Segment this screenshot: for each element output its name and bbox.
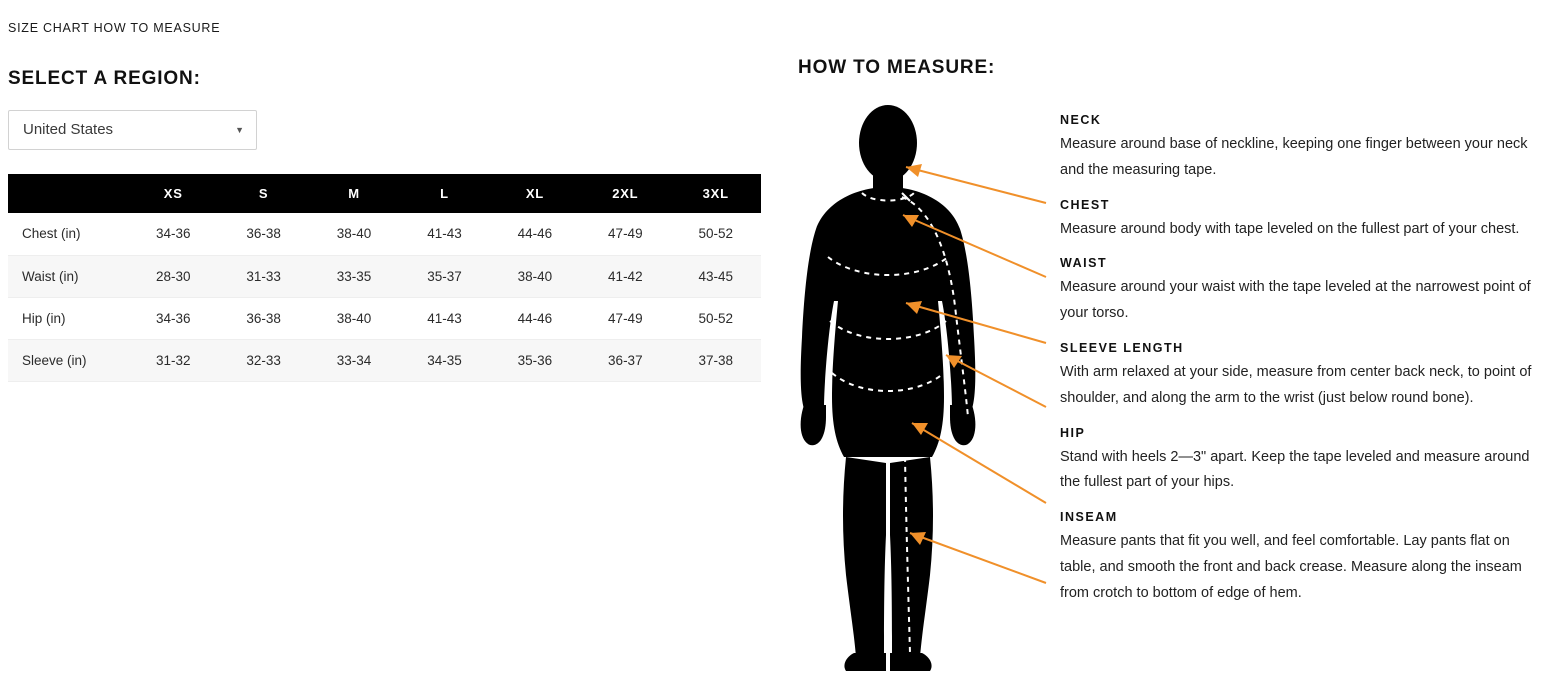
column-header-3xl: 3XL xyxy=(671,174,761,213)
measurement-description: With arm relaxed at your side, measure from center back neck, to point of shoulder, and along the arm to the wrist (just below round bone). xyxy=(1060,363,1532,406)
cell: 35-36 xyxy=(490,339,580,381)
table-row xyxy=(8,213,761,255)
cell: 33-35 xyxy=(309,255,399,297)
silhouette-body xyxy=(801,105,976,671)
left-column xyxy=(8,0,778,382)
column-header-2xl: 2XL xyxy=(580,174,670,213)
measurement-item-chest xyxy=(1060,198,1548,243)
silhouette-svg xyxy=(798,105,1060,675)
cell: 33-34 xyxy=(309,339,399,381)
row-label: Waist (in) xyxy=(8,255,128,297)
measurement-list xyxy=(1060,113,1548,621)
cell: 47-49 xyxy=(580,213,670,255)
how-to-measure-body xyxy=(798,105,1548,696)
measurement-description: Measure around your waist with the tape leveled at the narrowest point of your torso. xyxy=(1060,279,1531,322)
cell: 31-32 xyxy=(128,339,218,381)
cell: 36-38 xyxy=(218,213,308,255)
region-select[interactable] xyxy=(8,110,257,150)
measurement-description: Measure around body with tape leveled on the fullest part of your chest. xyxy=(1060,220,1520,237)
cell: 34-36 xyxy=(128,213,218,255)
size-chart-body xyxy=(8,213,761,381)
column-header xyxy=(8,174,128,213)
body-silhouette-illustration xyxy=(798,105,1060,675)
table-row xyxy=(8,255,761,297)
cell: 31-33 xyxy=(218,255,308,297)
measurement-label: INSEAM xyxy=(1060,510,1118,525)
cell: 35-37 xyxy=(399,255,489,297)
right-column xyxy=(798,0,1548,696)
column-header-xl: XL xyxy=(490,174,580,213)
cell: 37-38 xyxy=(671,339,761,381)
cell: 50-52 xyxy=(671,213,761,255)
measurement-item-waist xyxy=(1060,256,1548,327)
cell: 36-37 xyxy=(580,339,670,381)
row-label: Sleeve (in) xyxy=(8,339,128,381)
cell: 34-36 xyxy=(128,297,218,339)
page-title: SELECT A REGION: xyxy=(8,68,201,89)
cell: 34-35 xyxy=(399,339,489,381)
cell: 43-45 xyxy=(671,255,761,297)
region-select-wrapper xyxy=(8,110,257,150)
size-chart-table xyxy=(8,174,761,382)
measurement-label: SLEEVE LENGTH xyxy=(1060,340,1184,355)
table-row xyxy=(8,297,761,339)
cell: 41-43 xyxy=(399,213,489,255)
cell: 32-33 xyxy=(218,339,308,381)
measurement-item-neck xyxy=(1060,113,1548,184)
measurement-description: Measure around base of neckline, keeping one finger between your neck and the measuring tape. xyxy=(1060,136,1528,178)
cell: 36-38 xyxy=(218,297,308,339)
cell: 44-46 xyxy=(490,297,580,339)
cell: 38-40 xyxy=(309,213,399,255)
row-label: Hip (in) xyxy=(8,297,128,339)
cell: 38-40 xyxy=(490,255,580,297)
column-header-xs: XS xyxy=(128,174,218,213)
measurement-label: NECK xyxy=(1060,113,1102,127)
column-header-s: S xyxy=(218,174,308,213)
cell: 44-46 xyxy=(490,213,580,255)
measurement-label: WAIST xyxy=(1060,256,1108,271)
cell: 38-40 xyxy=(309,297,399,339)
measurement-description: Stand with heels 2—3" apart. Keep the tape leveled and measure around the fullest part of your hips. xyxy=(1060,448,1530,491)
how-to-measure-title: HOW TO MEASURE: xyxy=(798,57,996,78)
chevron-down-icon: ▼ xyxy=(235,125,244,135)
cell: 41-42 xyxy=(580,255,670,297)
measurement-item-inseam xyxy=(1060,510,1548,606)
table-header-row xyxy=(8,174,761,213)
size-chart-head xyxy=(8,174,761,213)
cell: 28-30 xyxy=(128,255,218,297)
measurement-label: HIP xyxy=(1060,425,1086,440)
column-header-l: L xyxy=(399,174,489,213)
table-row xyxy=(8,339,761,381)
cell: 41-43 xyxy=(399,297,489,339)
cell: 47-49 xyxy=(580,297,670,339)
breadcrumb: SIZE CHART HOW TO MEASURE xyxy=(8,21,221,35)
cell: 50-52 xyxy=(671,297,761,339)
measurement-item-sleeve-length xyxy=(1060,341,1548,412)
measurement-item-hip xyxy=(1060,426,1548,497)
measurement-label: CHEST xyxy=(1060,197,1110,212)
row-label: Chest (in) xyxy=(8,213,128,255)
column-header-m: M xyxy=(309,174,399,213)
measurement-description: Measure pants that fit you well, and feel comfortable. Lay pants flat on table, and smooth the front and back crease. Measure along the inseam from crotch to bottom of edge of hem. xyxy=(1060,533,1522,601)
